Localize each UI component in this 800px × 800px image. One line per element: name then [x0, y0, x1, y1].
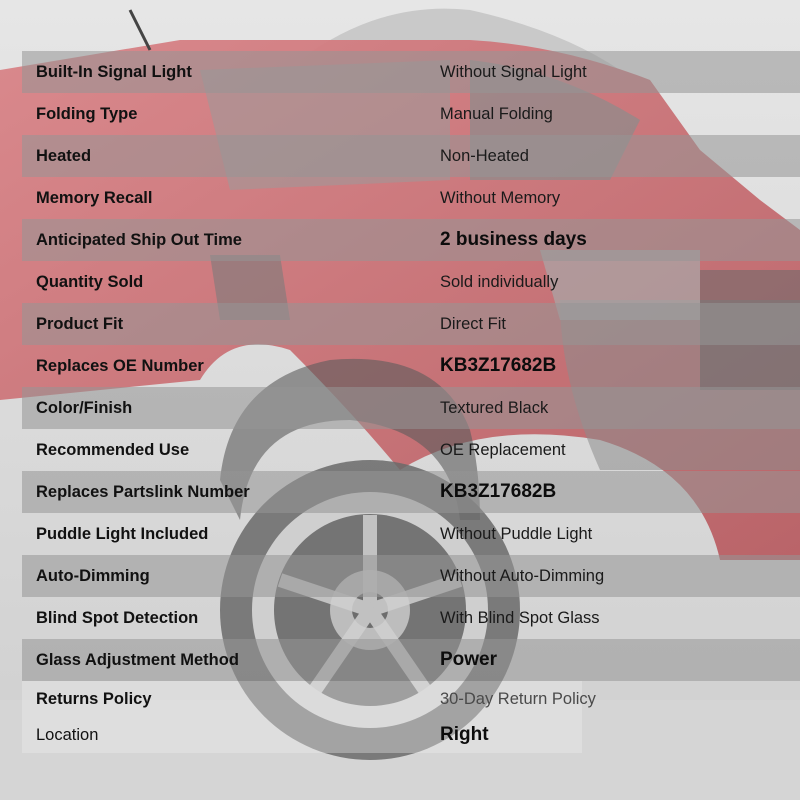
spec-value: Manual Folding [440, 105, 553, 123]
spec-row [22, 303, 800, 345]
spec-value: Textured Black [440, 399, 549, 417]
spec-label: Built-In Signal Light [36, 63, 192, 81]
spec-row [22, 387, 800, 429]
spec-row [22, 219, 800, 261]
spec-label: Heated [36, 147, 92, 165]
spec-row [22, 555, 800, 597]
spec-label: Quantity Sold [36, 273, 144, 291]
spec-row [22, 93, 800, 135]
spec-label: Puddle Light Included [36, 525, 209, 543]
spec-label: Product Fit [36, 315, 124, 333]
spec-row [22, 639, 800, 681]
spec-label: Auto-Dimming [36, 567, 150, 585]
spec-label: Color/Finish [36, 399, 133, 417]
spec-label: Replaces Partslink Number [36, 483, 250, 501]
spec-value: OE Replacement [440, 441, 566, 459]
spec-label: Glass Adjustment Method [36, 651, 239, 669]
spec-value: 2 business days [440, 229, 587, 250]
spec-value: Without Signal Light [440, 63, 587, 81]
spec-value: Right [440, 724, 489, 745]
spec-value: KB3Z17682B [440, 481, 557, 502]
spec-label: Anticipated Ship Out Time [36, 231, 242, 249]
spec-value: Non-Heated [440, 147, 529, 165]
spec-row [22, 513, 800, 555]
spec-label: Memory Recall [36, 189, 153, 207]
spec-row [22, 429, 800, 471]
spec-label: Replaces OE Number [36, 357, 204, 375]
spec-label: Location [36, 726, 99, 744]
spec-row [22, 261, 800, 303]
spec-label: Recommended Use [36, 441, 190, 459]
spec-value: Without Auto-Dimming [440, 567, 605, 585]
specifications-table [22, 51, 800, 753]
spec-value: With Blind Spot Glass [440, 609, 600, 627]
spec-value: Without Puddle Light [440, 525, 593, 543]
spec-value: Direct Fit [440, 315, 506, 333]
spec-row [22, 717, 800, 753]
spec-row [22, 597, 800, 639]
spec-row [22, 51, 800, 93]
spec-label: Blind Spot Detection [36, 609, 199, 627]
spec-label: Returns Policy [36, 690, 152, 708]
spec-value: KB3Z17682B [440, 355, 557, 376]
spec-row [22, 471, 800, 513]
spec-value: Power [440, 649, 498, 670]
spec-row [22, 135, 800, 177]
spec-label: Folding Type [36, 105, 138, 123]
spec-value: 30-Day Return Policy [440, 690, 596, 708]
spec-row [22, 345, 800, 387]
spec-row [22, 177, 800, 219]
spec-value: Sold individually [440, 273, 559, 291]
spec-value: Without Memory [440, 189, 561, 207]
spec-row [22, 681, 800, 717]
